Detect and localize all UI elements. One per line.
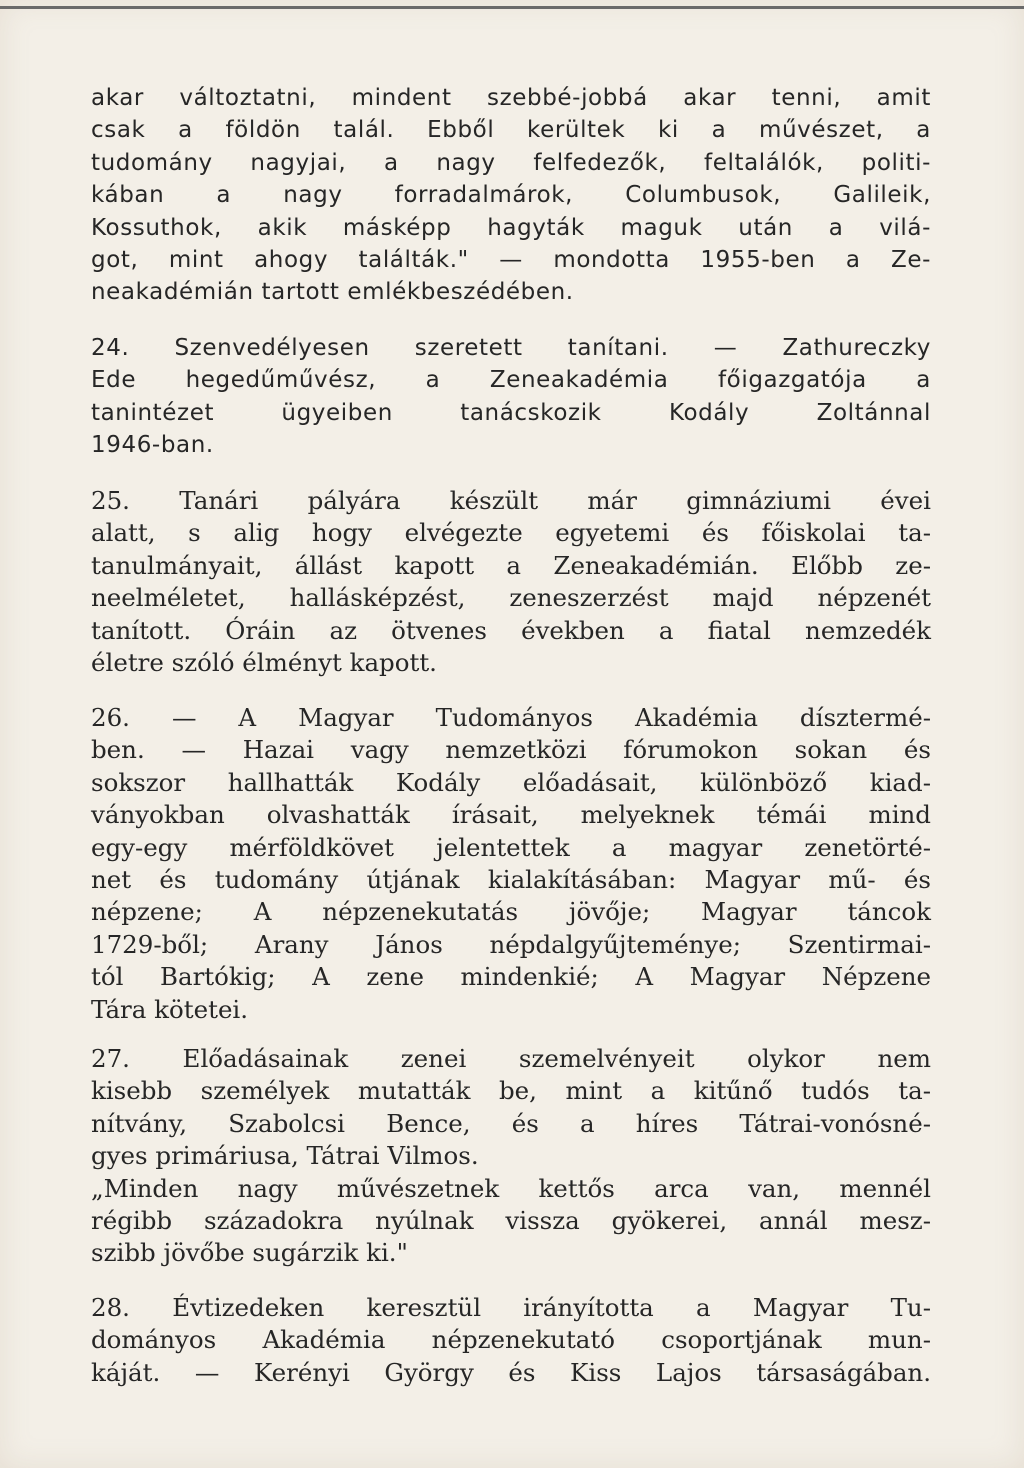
text-line: nítvány, Szabolcsi Bence, és a híres Tátrai-vonósné- [91, 1108, 931, 1138]
text-line: neakadémián tartott emlékbeszédében. [91, 279, 574, 306]
text-line: szibb jövőbe sugárzik ki." [91, 1238, 408, 1268]
text-line: 1946-ban. [91, 432, 214, 459]
text-line: sokszor hallhatták Kodály előadásait, különböző kiad- [91, 767, 931, 797]
text-line: életre szóló élményt kapott. [91, 647, 437, 677]
text-line: tanított. Óráin az ötvenes években a fiatal nemzedék [91, 615, 931, 645]
text-line: dományos Akadémia népzenekutató csoportjának mun- [91, 1325, 931, 1355]
text-line: kában a nagy forradalmárok, Columbusok, Galileik, [91, 182, 931, 209]
paragraph-27 [91, 1043, 931, 1270]
text-line: net és tudomány útjának kialakításában: Magyar mű- és [91, 864, 931, 894]
text-line: Tára kötetei. [91, 994, 249, 1024]
text-line: káját. — Kerényi György és Kiss Lajos társaságában. [91, 1357, 931, 1387]
text-line: gyes primáriusa, Tátrai Vilmos. [91, 1141, 479, 1171]
paragraph-24 [91, 332, 931, 462]
text-line: akar változtatni, mindent szebbé-jobbá akar tenni, amit [91, 85, 931, 111]
top-rule [0, 6, 1024, 9]
text-line: kisebb személyek mutatták be, mint a kitűnő tudós ta- [91, 1076, 931, 1106]
text-line: 1729-ből; Arany János népdalgyűjteménye; Szentirmai- [91, 929, 931, 959]
text-line: egy-egy mérföldkövet jelentettek a magyar zenetörté- [91, 832, 931, 862]
text-line: 26. — A Magyar Tudományos Akadémia dísztermé- [91, 703, 931, 732]
text-line: 25. Tanári pályára készült már gimnáziumi évei [91, 486, 931, 515]
paragraph-26 [91, 702, 931, 1026]
text-line: Ede hegedűművész, a Zeneakadémia főigazgatója a [91, 367, 931, 394]
text-line: csak a földön talál. Ebből kerültek ki a művészet, a [91, 117, 931, 144]
paragraph-25 [91, 485, 931, 679]
text-line: tudomány nagyjai, a nagy felfedezők, feltalálók, politi- [91, 149, 931, 176]
text-line: Kossuthok, akik másképp hagyták maguk után a vilá- [91, 214, 931, 241]
text-line: tanulmányait, állást kapott a Zeneakadémián. Előbb ze- [91, 550, 931, 580]
text-line: 27. Előadásainak zenei szemelvényeit olykor nem [91, 1044, 931, 1073]
text-line: alatt, s alig hogy elvégezte egyetemi és főiskolai ta- [91, 518, 931, 548]
text-line: népzene; A népzenekutatás jövője; Magyar táncok [91, 897, 931, 927]
text-line: 28. Évtizedeken keresztül irányította a Magyar Tu- [91, 1293, 931, 1322]
text-line: ványokban olvashatták írásait, melyeknek témái mind [91, 800, 931, 830]
text-line: tanintézet ügyeiben tanácskozik Kodály Zoltánnal [91, 399, 931, 426]
text-line: „Minden nagy művészetnek kettős arca van, mennél [91, 1173, 931, 1203]
text-line: tól Bartókig; A zene mindenkié; A Magyar Népzene [91, 962, 931, 992]
text-line: ben. — Hazai vagy nemzetközi fórumokon sokan és [91, 735, 931, 765]
text-line: 24. Szenvedélyesen szeretett tanítani. — Zathureczky [91, 335, 931, 361]
paragraph-intro [91, 82, 931, 309]
paragraph-28 [91, 1292, 931, 1389]
text-line: got, mint ahogy találták." — mondotta 1955-ben a Ze- [91, 246, 931, 273]
text-line: neelméletet, hallásképzést, zeneszerzést majd népzenét [91, 583, 931, 613]
text-line: régibb századokra nyúlnak vissza gyökerei, annál mesz- [91, 1205, 931, 1235]
